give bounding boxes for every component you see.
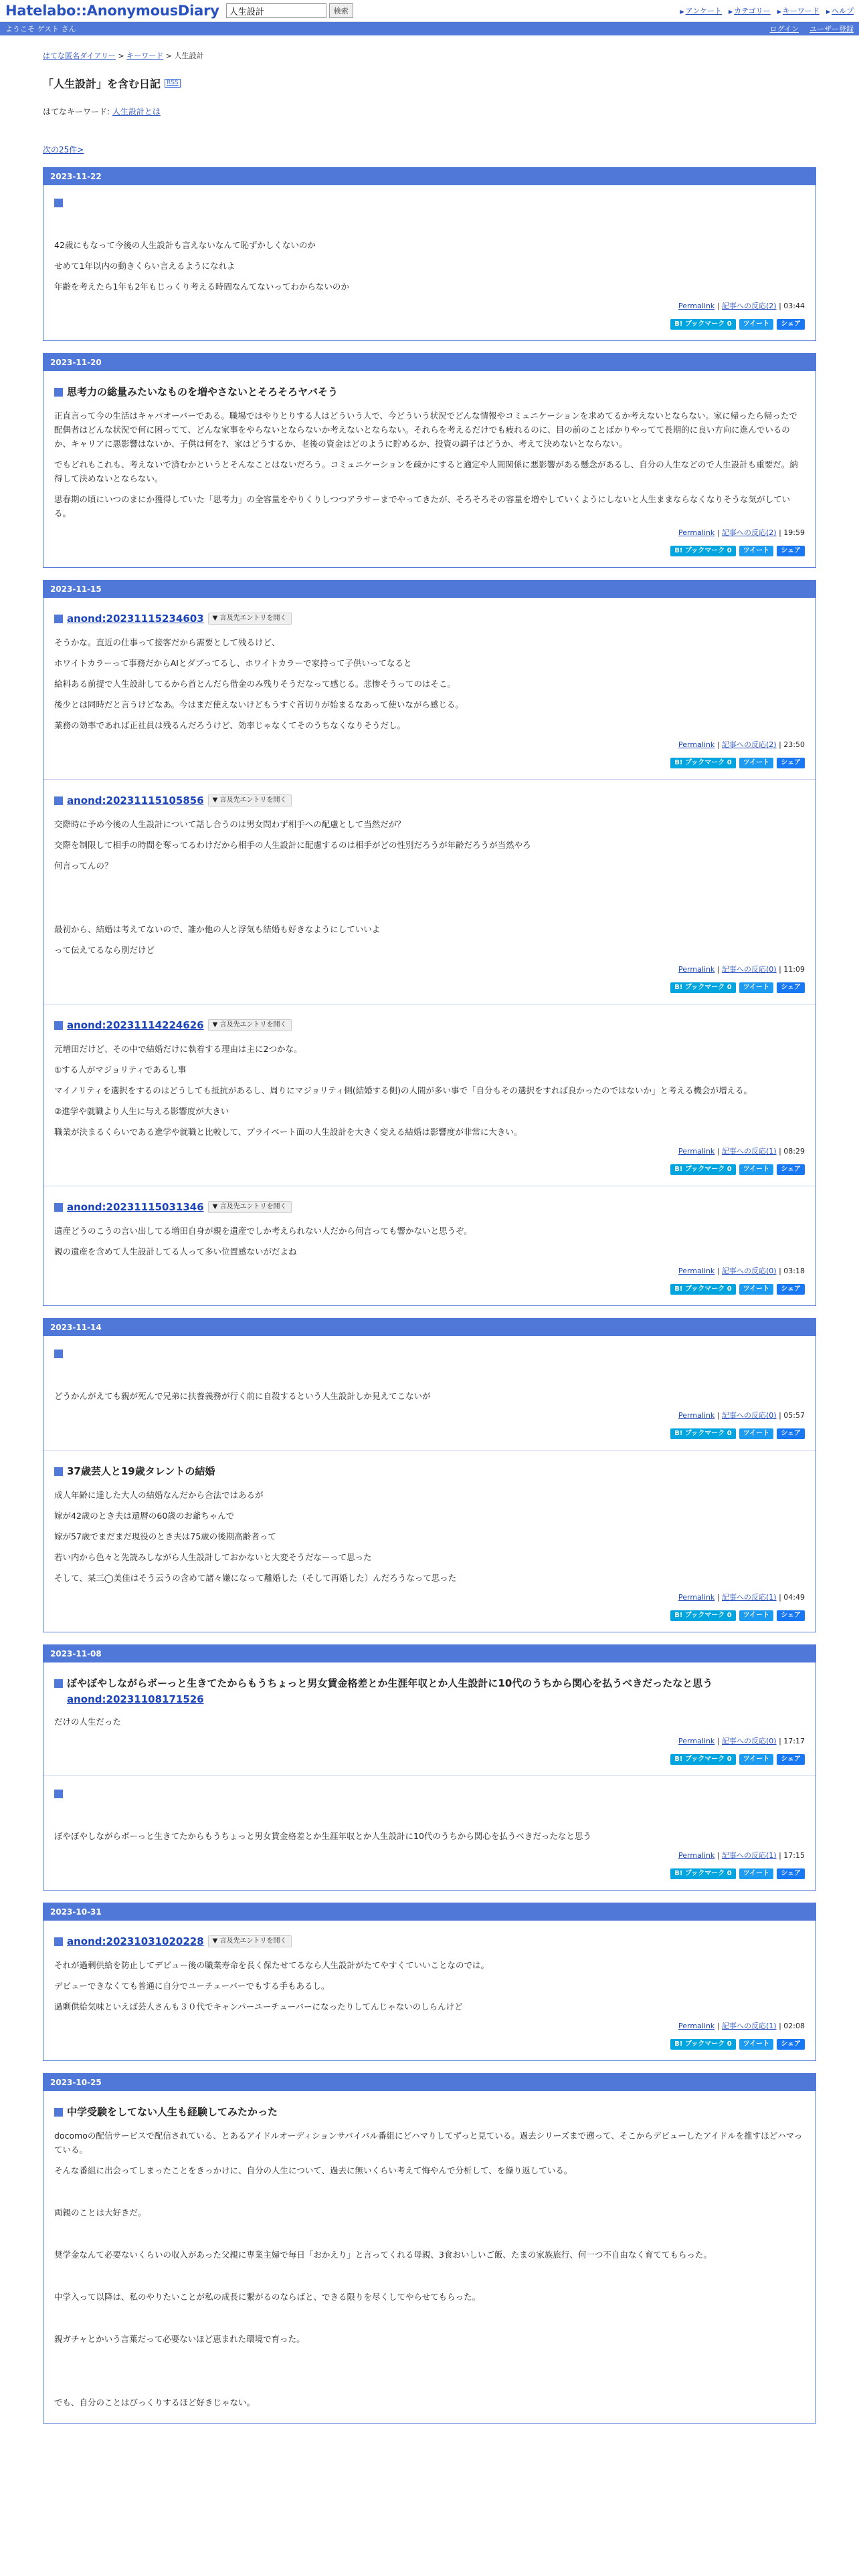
search-form	[226, 3, 353, 18]
top-nav	[680, 5, 854, 16]
entry-paragraph: 業務の効率であれば正社員は残るんだろうけど、効率じゃなくてそのうちなくなりそうだし。	[54, 720, 406, 730]
entry-footer: Permalink | 記事への反応(1) | 02:08	[678, 2022, 805, 2030]
entry-body	[54, 1488, 805, 1585]
entry-title	[54, 199, 805, 207]
entry-title	[54, 1934, 805, 1949]
entry-title	[54, 1350, 805, 1358]
hatena-bookmark-button[interactable]: B! ブックマーク 0	[670, 1868, 735, 1879]
entry-title-text: ぼやぼやしながらボーっと生きてたからもうちょっと男女賃金格差とか生涯年収とか人生設計に10代のうちから関心を払うべきだったなと思う	[67, 1677, 713, 1689]
hatena-bookmark-button[interactable]: B! ブックマーク 0	[670, 1754, 735, 1765]
entry-paragraph	[54, 2184, 805, 2199]
entry-paragraph: せめて1年以内の動きくらい言えるようになれよ	[54, 261, 235, 271]
entry-time: 19:59	[783, 528, 805, 537]
breadcrumb-current: 人生設計	[174, 51, 204, 60]
facebook-share-button[interactable]: シェア	[777, 758, 805, 768]
entry-paragraph: 親ガチャとかいう言葉だって必要ないほど恵まれた環境で育った。	[54, 2334, 305, 2344]
permalink-link[interactable]: Permalink	[678, 1267, 715, 1275]
entry-title-link[interactable]: anond:20231108171526	[67, 1693, 204, 1705]
hatena-bookmark-button[interactable]: B! ブックマーク 0	[670, 1428, 735, 1439]
entry-square-icon[interactable]	[54, 1937, 63, 1946]
entry-square-icon[interactable]	[54, 1203, 63, 1212]
hatena-bookmark-button[interactable]: B! ブックマーク 0	[670, 319, 735, 330]
entry-paragraph: 交際を制限して相手の時間を奪ってるわけだから相手の人生設計に配慮するのは相手がどの性別だろうが年齢だろうが当然やろ	[54, 840, 531, 850]
entry-footer: Permalink | 記事への反応(2) | 23:50	[678, 740, 805, 749]
entry-time: 17:15	[783, 1851, 805, 1860]
entry-paragraph: 年齢を考えたら1年も2年もじっくり考える時間なんてないってわからないのか	[54, 282, 349, 292]
share-buttons	[54, 1428, 805, 1439]
entry-paragraph	[54, 2374, 805, 2389]
nav-category[interactable]: ▶ カテゴリー	[729, 5, 771, 16]
permalink-link[interactable]: Permalink	[678, 1593, 715, 1602]
reactions-link[interactable]: 記事への反応(0)	[722, 1737, 777, 1745]
entry-paragraph: 両親のことは大好きだ。	[54, 2208, 147, 2218]
permalink-link[interactable]: Permalink	[678, 1147, 715, 1156]
entry-body	[54, 635, 805, 732]
entry-paragraph: ぼやぼやしながらボーっと生きてたからもうちょっと男女賃金格差とか生涯年収とか人生設計に10代のうちから関心を払うべきだったなと思う	[54, 1831, 591, 1841]
entry-square-icon[interactable]	[54, 1467, 63, 1476]
user-bar	[0, 22, 859, 35]
share-buttons	[54, 1284, 805, 1295]
entry-paragraph: 職業が決まるくらいである進学や就職と比較して、プライベート面の人生設計を大きく変える結婚は影響度が非常に大きい。	[54, 1127, 522, 1137]
day-date-header[interactable]: 2023-11-14	[43, 1319, 816, 1336]
facebook-share-button[interactable]: シェア	[777, 546, 805, 556]
entry-paragraph: 思春期の頃にいつのまにか獲得していた「思考力」の全容量をやりくりしつつアラサーまでやってきたが、そろそろその容量を増やしていくようにしないと人生ままならなくなりそうな気がしている。	[54, 494, 791, 518]
permalink-link[interactable]: Permalink	[678, 1851, 715, 1860]
facebook-share-button[interactable]: シェア	[777, 1610, 805, 1621]
entry-paragraph: でも、自分のことはびっくりするほど好きじゃない。	[54, 2397, 256, 2407]
day-date-header[interactable]: 2023-11-15	[43, 580, 816, 598]
entry-body	[54, 817, 805, 957]
breadcrumb-keyword[interactable]: キーワード	[126, 51, 164, 60]
share-buttons	[54, 319, 805, 330]
entry-time: 03:18	[783, 1267, 805, 1275]
tweet-button[interactable]: ツイート	[739, 982, 774, 993]
entry-paragraph: 過剰供給気味といえば芸人さんも３０代でキャンパーユーチューバーになったりしてんじゃないのしらんけど	[54, 2002, 463, 2012]
open-reference-button[interactable]: ▼ 言及先エントリを開く	[208, 1201, 292, 1213]
entry-title	[54, 611, 805, 626]
entry-paragraph: ②進学や就職より人生に与える影響度が大きい	[54, 1106, 229, 1116]
entry-title	[54, 1790, 805, 1798]
entry-paragraph: 若い内から色々と先読みしながら人生設計しておかないと大変そうだなーって思った	[54, 1552, 372, 1562]
permalink-link[interactable]: Permalink	[678, 965, 715, 974]
search-input[interactable]	[226, 3, 326, 18]
entry-square-icon[interactable]	[54, 1350, 63, 1358]
entry-time: 04:49	[783, 1593, 805, 1602]
entry-title	[54, 1018, 805, 1033]
entry-title-link[interactable]: anond:20231031020228	[67, 1935, 204, 1947]
share-buttons	[54, 1868, 805, 1879]
site-logo[interactable]: Hatelabo::AnonymousDiary	[5, 3, 219, 19]
share-buttons	[54, 1610, 805, 1621]
day-section	[43, 353, 816, 568]
entry-paragraph: でもどれもこれも、考えないで済むかというとそんなことはないだろう。コミュニケーションを疎かにすると適定や人間関係に悪影響がある懸念があるし、自分の人生などので人生設計も重要だ。納得して決めないとならない。	[54, 459, 798, 484]
entry-paragraph: 42歳にもなって今後の人生設計も言えないなんて恥ずかしくないのか	[54, 240, 316, 250]
facebook-share-button[interactable]: シェア	[777, 1868, 805, 1879]
hatena-bookmark-button[interactable]: B! ブックマーク 0	[670, 1284, 735, 1295]
entry-paragraph: docomoの配信サービスで配信されている、とあるアイドルオーディションサバイバル番組にどハマりしてずっと見ている。過去シリーズまで遡って、そこからデビューしたアイドルを推すほどハマっている。	[54, 2131, 803, 2155]
reactions-link[interactable]: 記事への反応(0)	[722, 1411, 777, 1420]
open-reference-button[interactable]: ▼ 言及先エントリを開く	[208, 613, 292, 625]
user-links	[770, 23, 854, 34]
entry-paragraph: 遺産どうのこうの言い出してる増田自身が親を遺産でしか考えられない人だから何言っても響かないと思うぞ。	[54, 1226, 472, 1236]
entry-paragraph	[54, 217, 805, 231]
tweet-button[interactable]: ツイート	[739, 1754, 774, 1765]
entry-footer: Permalink | 記事への反応(1) | 08:29	[678, 1147, 805, 1156]
entry-paragraph	[54, 2268, 805, 2283]
diary-entry	[43, 371, 816, 567]
entry-paragraph: 元増田だけど、その中で結婚だけに執着する理由は主に2つかな。	[54, 1044, 302, 1054]
diary-entry	[43, 780, 816, 1004]
breadcrumb-separator: >	[116, 51, 127, 60]
keyword-label: はてなキーワード:	[43, 107, 112, 116]
entry-title-link[interactable]: anond:20231114224626	[67, 1019, 204, 1031]
open-reference-button[interactable]: ▼ 言及先エントリを開く	[208, 1935, 292, 1947]
hatena-bookmark-button[interactable]: B! ブックマーク 0	[670, 982, 735, 993]
entry-title-text: 37歳芸人と19歳タレントの結婚	[67, 1465, 215, 1477]
diary-entry	[43, 185, 816, 340]
entry-footer: Permalink | 記事への反応(2) | 19:59	[678, 528, 805, 537]
entry-paragraph	[54, 2311, 805, 2325]
entry-footer: Permalink | 記事への反応(1) | 17:15	[678, 1851, 805, 1860]
entry-title	[54, 2105, 805, 2119]
entry-paragraph: 交際時に予め今後の人生設計について話し合うのは男女問わず相手への配慮として当然だが？	[54, 819, 405, 829]
reactions-link[interactable]: 記事への反応(1)	[722, 1147, 777, 1156]
entry-paragraph	[54, 1368, 805, 1382]
entry-paragraph: どうかんがえても親が死んで兄弟に扶養義務が行く前に自殺するという人生設計しか見えてこないが	[54, 1391, 431, 1401]
entry-paragraph: 親の遺産を含めて人生設計してる人って多い位置感ないがだよね	[54, 1247, 297, 1257]
entry-square-icon[interactable]	[54, 1021, 63, 1030]
diary-entry	[43, 1921, 816, 2060]
day-date-header[interactable]: 2023-10-25	[43, 2074, 816, 2091]
entry-paragraph: そして、某三◯美佳はそう云うの含めて諸々嫌になって離婚した（そして再婚した）んだろうなって思った	[54, 1573, 457, 1583]
day-section	[43, 1644, 816, 1891]
open-reference-button[interactable]: ▼ 言及先エントリを開く	[208, 1019, 292, 1031]
entry-title	[54, 1676, 805, 1691]
entry-square-icon[interactable]	[54, 388, 63, 397]
entry-body	[54, 1224, 805, 1259]
search-button[interactable]: 検索	[329, 3, 353, 18]
main-content	[0, 50, 859, 2424]
reactions-link[interactable]: 記事への反応(2)	[722, 528, 777, 537]
entry-time: 02:08	[783, 2022, 805, 2030]
facebook-share-button[interactable]: シェア	[777, 982, 805, 993]
share-buttons	[54, 982, 805, 993]
entry-body	[54, 1368, 805, 1403]
tweet-button[interactable]: ツイート	[739, 758, 774, 768]
day-section	[43, 167, 816, 341]
facebook-share-button[interactable]: シェア	[777, 2039, 805, 2050]
entry-paragraph	[54, 901, 805, 916]
entry-body	[54, 2129, 805, 2409]
diary-entry	[43, 1336, 816, 1451]
facebook-share-button[interactable]: シェア	[777, 1754, 805, 1765]
entry-paragraph: そんな番組に出会ってしまったことをきっかけに、自分の人生について、過去に無いくらい考えて悔やんで分析して、を繰り返している。	[54, 2165, 573, 2175]
entry-square-icon[interactable]	[54, 615, 63, 623]
breadcrumb-home[interactable]: はてな匿名ダイアリー	[43, 51, 116, 60]
tweet-button[interactable]: ツイート	[739, 319, 774, 330]
entry-title	[54, 1464, 805, 1479]
entry-time: 03:44	[783, 302, 805, 310]
diary-entry	[43, 1186, 816, 1305]
keyword-line	[43, 106, 816, 117]
entry-body	[54, 409, 805, 520]
page-title-text: 「人生設計」を含む日記	[43, 78, 161, 90]
entry-footer: Permalink | 記事への反応(0) | 03:18	[678, 1267, 805, 1275]
reactions-link[interactable]: 記事への反応(0)	[722, 965, 777, 974]
tweet-button[interactable]: ツイート	[739, 1428, 774, 1439]
entry-footer: Permalink | 記事への反応(0) | 17:17	[678, 1737, 805, 1745]
facebook-share-button[interactable]: シェア	[777, 319, 805, 330]
hatena-bookmark-button[interactable]: B! ブックマーク 0	[670, 758, 735, 768]
register-link[interactable]: ユーザー登録	[809, 25, 854, 33]
entry-paragraph: 嫁が42歳のとき夫は還暦の60歳のお爺ちゃんで	[54, 1511, 235, 1521]
reactions-link[interactable]: 記事への反応(1)	[722, 1851, 777, 1860]
tweet-button[interactable]: ツイート	[739, 2039, 774, 2050]
day-date-header[interactable]: 2023-10-31	[43, 1903, 816, 1921]
share-buttons	[54, 546, 805, 556]
entry-paragraph: 正直言って今の生活はキャパオーバーである。職場ではやりとりする人はどういう人で、今どういう状況でどんな情報やコミュニケーションを求めてるか考えないとならない。家に帰ったら帰ったで配偶者はどんな状況で何に困ってて、どんな家事をやらないとならないか考えないとならない。それらを考えるだけでも疲れるのに、目の前のことばかりやってて長期的に良い方向に進んでいるのか、キャリアに悪影響はないか、子供は何を?、家はどうするか、老後の資金はどのように貯めるか、投資の調子はどうか、考えて決めないとならない。	[54, 411, 797, 449]
entry-paragraph: 奨学金なんて必要ないくらいの収入があった父親に専業主婦で毎日「おかえり」と言ってくれる母親、3食おいしいご飯、たまの家族旅行、何一つ不自由なく育ててもらった。	[54, 2250, 712, 2260]
entry-footer: Permalink | 記事への反応(0) | 05:57	[678, 1411, 805, 1420]
facebook-share-button[interactable]: シェア	[777, 1164, 805, 1175]
welcome-text: ようこそ ゲスト さん	[5, 25, 76, 33]
entry-body	[54, 1042, 805, 1139]
entry-time: 05:57	[783, 1411, 805, 1420]
page-title	[43, 76, 816, 91]
entry-paragraph	[54, 2353, 805, 2367]
facebook-share-button[interactable]: シェア	[777, 1428, 805, 1439]
diary-entry	[43, 1451, 816, 1632]
nav-questionnaire[interactable]: ▶ アンケート	[680, 5, 722, 16]
permalink-link[interactable]: Permalink	[678, 528, 715, 537]
next-page-link[interactable]: 次の25件>	[43, 145, 84, 154]
entry-title	[54, 385, 805, 399]
share-buttons	[54, 1164, 805, 1175]
entry-paragraph	[54, 879, 805, 894]
hatena-bookmark-button[interactable]: B! ブックマーク 0	[670, 2039, 735, 2050]
day-section	[43, 580, 816, 1306]
entry-time: 17:17	[783, 1737, 805, 1745]
entry-title-text: 中学受験をしてない人生も経験してみたかった	[67, 2106, 278, 2118]
tweet-button[interactable]: ツイート	[739, 546, 774, 556]
entry-paragraph: マイノリティを選択をするのはどうしても抵抗があるし、周りにマジョリティ側(結婚する側)の人間が多い事で「自分もその選択をすれば良かったのではないか」と考える機会が増える。	[54, 1085, 753, 1095]
entry-square-icon[interactable]	[54, 1790, 63, 1798]
day-section	[43, 2073, 816, 2424]
entry-title	[54, 1200, 805, 1214]
reactions-link[interactable]: 記事への反応(1)	[722, 2022, 777, 2030]
entry-title	[54, 793, 805, 808]
breadcrumb	[43, 50, 816, 61]
top-bar	[0, 0, 859, 22]
diary-entry	[43, 2091, 816, 2423]
entry-paragraph: 後少とは同時だと言うけどなあ。今はまだ使えないけどもうすぐ首切りが始まるなあって使いながら感じる。	[54, 700, 464, 710]
entry-footer: Permalink | 記事への反応(2) | 03:44	[678, 302, 805, 310]
reactions-link[interactable]: 記事への反応(2)	[722, 740, 777, 749]
day-date-header[interactable]: 2023-11-22	[43, 168, 816, 185]
day-section	[43, 1318, 816, 1632]
entry-paragraph: 給料ある前提で人生設計してるから首とんだら借金のみ残りそうだなって感じる。悲惨そうってのはそこ。	[54, 679, 456, 689]
tweet-button[interactable]: ツイート	[739, 1164, 774, 1175]
day-section	[43, 1903, 816, 2061]
reactions-link[interactable]: 記事への反応(1)	[722, 1593, 777, 1602]
entry-paragraph	[54, 1808, 805, 1822]
entry-time: 08:29	[783, 1147, 805, 1156]
entry-paragraph: 最初から、結婚は考えてないので、誰か他の人と浮気も結婚も好きなようにしていいよ	[54, 924, 381, 934]
permalink-link[interactable]: Permalink	[678, 740, 715, 749]
entry-paragraph: ①する人がマジョリティであるし事	[54, 1065, 187, 1075]
permalink-link[interactable]: Permalink	[678, 2022, 715, 2030]
share-buttons	[54, 758, 805, 768]
share-buttons	[54, 2039, 805, 2050]
entry-footer: Permalink | 記事への反応(1) | 04:49	[678, 1593, 805, 1602]
diary-entry	[43, 1004, 816, 1186]
entry-body	[54, 1715, 805, 1729]
entry-paragraph: それが過剰供給を防止してデビュー後の職業寿命を長く保たせてるなら人生設計がたてやすくていいことなのでは。	[54, 1960, 490, 1970]
facebook-share-button[interactable]: シェア	[777, 1284, 805, 1295]
entry-paragraph: そうかな。直近の仕事って接客だから需要として残るけど、	[54, 637, 280, 647]
entry-body	[54, 1808, 805, 1843]
open-reference-button[interactable]: ▼ 言及先エントリを開く	[208, 794, 292, 807]
entry-square-icon[interactable]	[54, 2108, 63, 2117]
hatena-bookmark-button[interactable]: B! ブックマーク 0	[670, 546, 735, 556]
diary-entry	[43, 1662, 816, 1776]
permalink-link[interactable]: Permalink	[678, 1737, 715, 1745]
permalink-link[interactable]: Permalink	[678, 302, 715, 310]
entry-paragraph: 何言ってんの？	[54, 861, 113, 871]
entry-paragraph: 中学入って以降は、私のやりたいことが私の成長に繋がるのならばと、できる限りを尽くしてやらせてもらった。	[54, 2292, 481, 2302]
entry-paragraph: ホワイトカラーって事務だからAIとダブってるし、ホワイトカラーで家持って子供いってなると	[54, 658, 412, 668]
keyword-link[interactable]: 人生設計とは	[112, 107, 161, 116]
hatena-bookmark-button[interactable]: B! ブックマーク 0	[670, 1164, 735, 1175]
tweet-button[interactable]: ツイート	[739, 1868, 774, 1879]
entry-paragraph: だけの人生だった	[54, 1717, 122, 1727]
breadcrumb-separator: >	[163, 51, 175, 60]
entry-time: 11:09	[783, 965, 805, 974]
entry-square-icon[interactable]	[54, 1679, 63, 1688]
entry-footer: Permalink | 記事への反応(0) | 11:09	[678, 965, 805, 974]
diary-entry	[43, 598, 816, 780]
hatena-bookmark-button[interactable]: B! ブックマーク 0	[670, 1610, 735, 1621]
entry-title-link[interactable]: anond:20231115105856	[67, 794, 204, 807]
nav-help[interactable]: ▶ ヘルプ	[826, 5, 854, 16]
entry-paragraph: って伝えてるなら別だけど	[54, 945, 155, 955]
entry-square-icon[interactable]	[54, 796, 63, 805]
entry-paragraph: 嫁が57歳でまだまだ現役のとき夫は75歳の後期高齢者って	[54, 1531, 276, 1541]
entry-body	[54, 1958, 805, 2014]
share-buttons	[54, 1754, 805, 1765]
entry-title-link[interactable]: anond:20231115234603	[67, 613, 204, 625]
entry-paragraph: デビューできなくても普通に自分でユーチューバーでもする手もあるし。	[54, 1981, 330, 1991]
day-list	[43, 167, 816, 2424]
tweet-button[interactable]: ツイート	[739, 1284, 774, 1295]
entry-title-link[interactable]: anond:20231115031346	[67, 1201, 204, 1213]
entry-time: 23:50	[783, 740, 805, 749]
day-date-header[interactable]: 2023-11-08	[43, 1645, 816, 1662]
rss-icon[interactable]: RSS	[165, 79, 181, 88]
tweet-button[interactable]: ツイート	[739, 1610, 774, 1621]
nav-keyword[interactable]: ▶ キーワード	[777, 5, 820, 16]
diary-entry	[43, 1776, 816, 1890]
login-link[interactable]: ログイン	[769, 25, 799, 33]
entry-title-text: 思考力の総量みたいなものを増やさないとそろそろヤバそう	[67, 386, 339, 398]
entry-paragraph: 成人年齢に達した大人の結婚なんだから合法ではあるが	[54, 1490, 264, 1500]
entry-square-icon[interactable]	[54, 199, 63, 207]
reactions-link[interactable]: 記事への反応(0)	[722, 1267, 777, 1275]
permalink-link[interactable]: Permalink	[678, 1411, 715, 1420]
reactions-link[interactable]: 記事への反応(2)	[722, 302, 777, 310]
day-date-header[interactable]: 2023-11-20	[43, 354, 816, 371]
entry-body	[54, 217, 805, 294]
entry-paragraph	[54, 2226, 805, 2241]
